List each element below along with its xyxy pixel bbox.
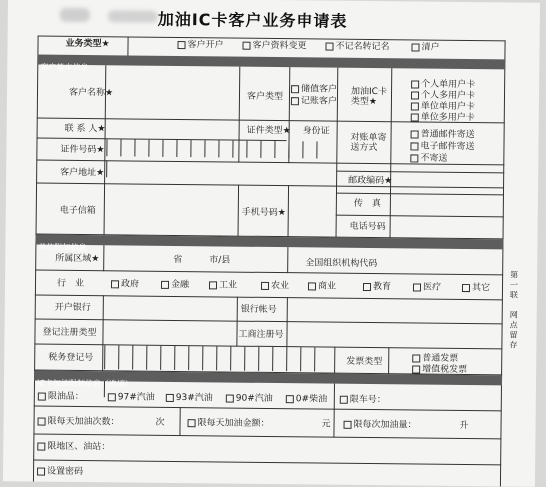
biz-opt-transfer[interactable]: 不记名转记名 (325, 42, 389, 53)
checkbox-icon (462, 283, 470, 291)
checkbox-icon (363, 282, 371, 290)
city-label: 市/县 (209, 255, 231, 266)
checkbox-icon (411, 102, 419, 110)
zip-label: 邮政编码★ (348, 175, 393, 187)
fax-label: 传 真 (353, 198, 381, 210)
checkbox-icon (38, 417, 46, 425)
id-type-label: 证件类型★ (246, 125, 291, 137)
industry-other[interactable]: 其它 (462, 283, 490, 293)
checkbox-icon (242, 41, 250, 49)
card-type-label: 加油IC卡类型★ (350, 86, 388, 108)
biz-opt-close[interactable]: 清户 (411, 42, 439, 52)
section-limit: IC卡加油限制信息（选填） (34, 371, 502, 386)
checkbox-icon (411, 80, 419, 88)
id-no-label: 证件号码★ (60, 144, 105, 156)
qty-unit: 升 (459, 420, 469, 432)
checkbox-icon (291, 85, 299, 93)
industry-agri[interactable]: 农业 (261, 281, 289, 291)
biz-opt-change[interactable]: 客户资料变更 (242, 41, 306, 52)
checkbox-icon (413, 283, 421, 291)
oil-93[interactable]: 93#汽油 (166, 393, 213, 403)
biz-opt-open[interactable]: 客户开户 (177, 40, 223, 50)
biz-type-label: 业务类型★ (65, 38, 110, 50)
page-title: 加油IC卡客户业务申请表 (157, 9, 348, 31)
card-opt-2[interactable]: 个人多用户卡 (411, 90, 475, 101)
checkbox-icon (37, 442, 45, 450)
keep-label: 网点留存 (509, 310, 518, 350)
oil-97[interactable]: 97#汽油 (108, 392, 155, 402)
oil-90[interactable]: 90#汽油 (226, 394, 273, 404)
industry-gov[interactable]: 政府 (111, 279, 139, 289)
mail-opt-2[interactable]: 电子邮件寄送 (410, 141, 474, 152)
region-label: 所属区域★ (55, 253, 100, 265)
phone-label: 电话号码 (349, 221, 386, 233)
checkbox-icon (261, 281, 269, 289)
email-field[interactable] (106, 185, 236, 234)
address-label: 客户地址★ (60, 167, 105, 179)
redacted-logo (60, 8, 90, 22)
checkbox-icon (38, 392, 46, 400)
invoice-opt-normal[interactable]: 普通发票 (412, 353, 458, 363)
checkbox-icon (308, 282, 316, 290)
org-code-label: 全国组织机构代码 (305, 258, 378, 270)
checkbox-icon (411, 130, 419, 138)
checkbox-icon (177, 40, 185, 48)
industry-edu[interactable]: 教育 (363, 282, 391, 292)
mobile-label: 手机号码★ (241, 207, 286, 219)
card-opt-3[interactable]: 单位单用户卡 (411, 101, 475, 112)
plate-limit[interactable]: 限车号： (340, 395, 386, 405)
checkbox-icon (412, 354, 420, 362)
bill-mail-label: 对账单寄送方式 (350, 132, 387, 154)
card-opt-4[interactable]: 单位多用户卡 (411, 112, 475, 123)
id-number-cells[interactable] (106, 139, 336, 161)
checkbox-icon (166, 393, 174, 401)
industry-label: 行 业 (56, 278, 85, 290)
checkbox-icon (286, 395, 294, 403)
section-basic: 客户基本信息 (37, 55, 505, 70)
checkbox-icon (209, 281, 217, 289)
cust-type-label: 客户类型 (246, 91, 284, 103)
type-opt-credit[interactable]: 记账客户 (291, 96, 337, 106)
each-qty-limit[interactable]: 限每次加油量： (344, 420, 417, 431)
checkbox-icon (411, 43, 419, 51)
daily-amount-limit[interactable]: 限每天加油金额： (188, 418, 270, 429)
checkbox-icon (410, 154, 418, 162)
redacted-company (108, 10, 158, 23)
set-password[interactable]: 设置密码 (37, 467, 83, 477)
bank-label: 开户银行 (54, 302, 91, 314)
tax-no-label: 税务登记号 (48, 352, 94, 364)
oil-0[interactable]: 0#柴油 (286, 394, 327, 404)
checkbox-icon (37, 467, 45, 475)
invoice-opt-vat[interactable]: 增值税发票 (412, 364, 467, 375)
reg-type-label: 登记注册类型 (42, 327, 97, 339)
oil-limit[interactable]: 限油品： (38, 392, 84, 402)
type-opt-stored[interactable]: 储值客户 (291, 84, 337, 94)
checkbox-icon (226, 394, 234, 402)
checkbox-icon (411, 91, 419, 99)
area-limit[interactable]: 限地区、油站： (37, 442, 110, 453)
checkbox-icon (410, 142, 418, 150)
province-label: 省 (173, 254, 183, 266)
checkbox-icon (344, 420, 352, 428)
application-form (3, 0, 540, 487)
industry-medical[interactable]: 医疗 (413, 282, 441, 292)
invoice-type-label: 发票类型 (346, 356, 383, 368)
industry-finance[interactable]: 金融 (161, 280, 189, 290)
copy-label: 第一联 (509, 270, 519, 300)
checkbox-icon (325, 42, 333, 50)
checkbox-icon (411, 113, 419, 121)
address-field[interactable] (106, 162, 334, 184)
card-opt-1[interactable]: 个人单用户卡 (411, 79, 475, 90)
bank-acct-label: 银行帐号 (240, 304, 277, 316)
section-unit: 单位附加信息 (35, 235, 503, 250)
mail-opt-1[interactable]: 普通邮件寄送 (411, 129, 475, 140)
times-unit: 次 (155, 417, 165, 428)
mail-opt-3[interactable]: 不寄送 (410, 153, 447, 163)
checkbox-icon (161, 280, 169, 288)
checkbox-icon (291, 97, 299, 105)
checkbox-icon (340, 395, 348, 403)
checkbox-icon (111, 280, 119, 288)
name-field[interactable] (107, 68, 237, 117)
checkbox-icon (412, 365, 420, 373)
id-type-value[interactable]: 身份证 (302, 126, 330, 137)
amount-unit: 元 (321, 419, 331, 430)
checkbox-icon (108, 393, 116, 401)
name-label: 客户名称★ (68, 87, 114, 99)
industry-industry[interactable]: 工业 (209, 280, 237, 290)
industry-commerce[interactable]: 商业 (308, 281, 336, 291)
checkbox-icon (188, 419, 196, 427)
email-label: 电子信箱 (59, 205, 96, 217)
contact-label: 联 系 人★ (64, 123, 106, 135)
biz-reg-label: 工商注册号 (238, 329, 284, 341)
daily-times-limit[interactable]: 限每天加油次数： (38, 417, 120, 428)
tax-number-cells[interactable] (104, 345, 334, 371)
